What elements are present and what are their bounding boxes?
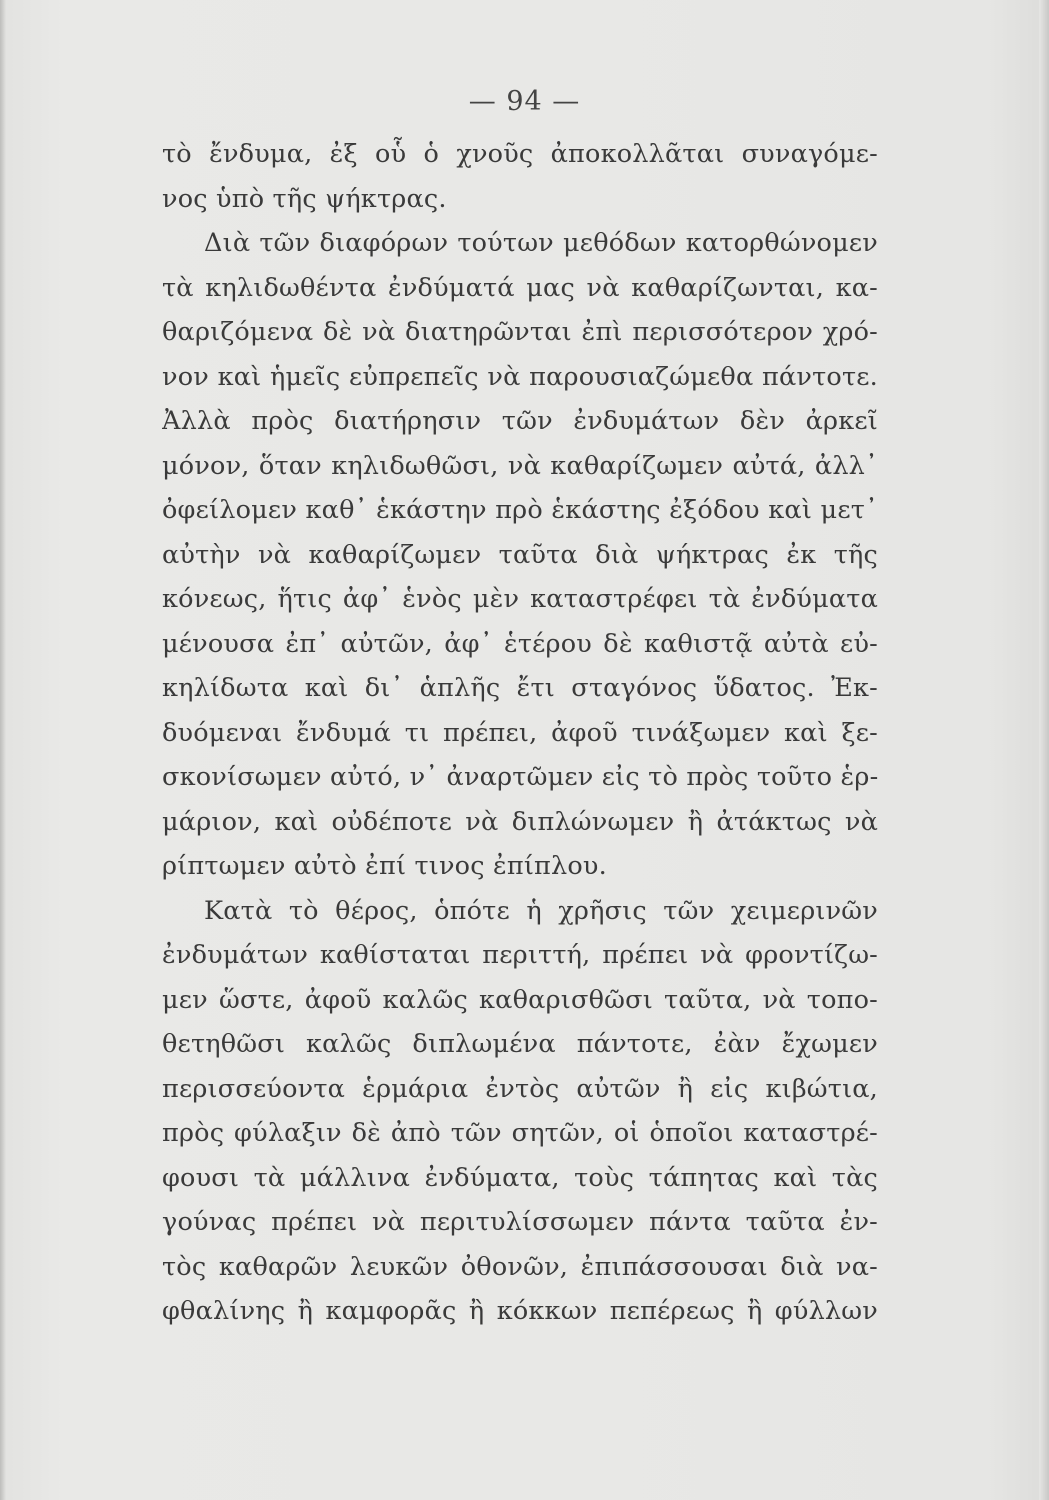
text-line: πρὸς φύλαξιν δὲ ἀπὸ τῶν σητῶν, οἱ ὁποῖοι καταστρέ- <box>162 1118 878 1148</box>
text-line: τὰ κηλιδωθέντα ἐνδύματά μας νὰ καθαρίζωνται, κα- <box>162 272 878 303</box>
paragraph <box>162 221 878 889</box>
text-line: γούνας πρέπει νὰ περιτυλίσσωμεν πάντα ταῦτα ἐν- <box>162 1207 878 1237</box>
text-line: τὸ ἔνδυμα, ἐξ οὗ ὁ χνοῦς ἀποκολλᾶται συναγόμε- <box>162 139 878 169</box>
text-line: μάριον, καὶ οὐδέποτε νὰ διπλώνωμεν ἢ ἀτάκτως νὰ <box>162 806 878 837</box>
text-line: κόνεως, ἥτις ἀφ᾽ ἑνὸς μὲν καταστρέφει τὰ ἐνδύματα <box>162 584 878 614</box>
text-line: τὸς καθαρῶν λευκῶν ὀθονῶν, ἐπιπάσσουσαι διὰ να- <box>162 1251 878 1282</box>
text-line: Ἀλλὰ πρὸς διατήρησιν τῶν ἐνδυμάτων δὲν ἀρκεῖ <box>162 406 878 436</box>
text-line: ρίπτωμεν αὐτὸ ἐπί τινος ἐπίπλου. <box>162 851 607 881</box>
page-right-edge <box>1039 0 1049 1500</box>
text-line: θετηθῶσι καλῶς διπλωμένα πάντοτε, ἐὰν ἔχωμεν <box>162 1029 878 1059</box>
text-line: μόνον, ὅταν κηλιδωθῶσι, νὰ καθαρίζωμεν αὐτά, ἀλλ᾽ <box>162 450 878 481</box>
text-line: θαριζόμενα δὲ νὰ διατηρῶνται ἐπὶ περισσότερον χρό- <box>162 317 878 347</box>
page-left-edge <box>0 0 6 1500</box>
text-line: περισσεύοντα ἑρμάρια ἐντὸς αὐτῶν ἢ εἰς κιβώτια, <box>162 1073 878 1104</box>
text-line: κηλίδωτα καὶ δι᾽ ἁπλῆς ἔτι σταγόνος ὕδατος. Ἐκ- <box>162 673 878 703</box>
body-text <box>162 132 878 1334</box>
text-line: νον καὶ ἡμεῖς εὐπρεπεῖς νὰ παρουσιαζώμεθα πάντοτε. <box>162 361 878 392</box>
text-line: νος ὑπὸ τῆς ψήκτρας. <box>162 183 447 214</box>
text-line: σκονίσωμεν αὐτό, ν᾽ ἀναρτῶμεν εἰς τὸ πρὸς τοῦτο ἑρ- <box>162 762 878 792</box>
text-line: δυόμεναι ἔνδυμά τι πρέπει, ἀφοῦ τινάξωμεν καὶ ξε- <box>162 717 878 748</box>
text-line: μεν ὥστε, ἀφοῦ καλῶς καθαρισθῶσι ταῦτα, νὰ τοπο- <box>162 984 878 1015</box>
text-line: ἐνδυμάτων καθίσταται περιττή, πρέπει νὰ φροντίζω- <box>162 940 878 970</box>
page-number: — 94 — <box>468 86 581 117</box>
text-line: Διὰ τῶν διαφόρων τούτων μεθόδων κατορθώνομεν <box>204 228 878 258</box>
text-line: φθαλίνης ἢ καμφορᾶς ἢ κόκκων πεπέρεως ἢ φύλλων <box>162 1296 878 1326</box>
paragraph <box>162 132 878 221</box>
text-line: αὐτὴν νὰ καθαρίζωμεν ταῦτα διὰ ψήκτρας ἐκ τῆς <box>162 539 878 570</box>
text-line: Κατὰ τὸ θέρος, ὁπότε ἡ χρῆσις τῶν χειμερινῶν <box>204 895 878 926</box>
text-line: φουσι τὰ μάλλινα ἐνδύματα, τοὺς τάπητας καὶ τὰς <box>162 1162 878 1193</box>
paragraph <box>162 889 878 1334</box>
text-line: ὀφείλομεν καθ᾽ ἑκάστην πρὸ ἑκάστης ἐξόδου καὶ μετ᾽ <box>162 495 878 525</box>
text-line: μένουσα ἐπ᾽ αὐτῶν, ἀφ᾽ ἑτέρου δὲ καθιστᾷ αὐτὰ εὐ- <box>162 628 878 659</box>
